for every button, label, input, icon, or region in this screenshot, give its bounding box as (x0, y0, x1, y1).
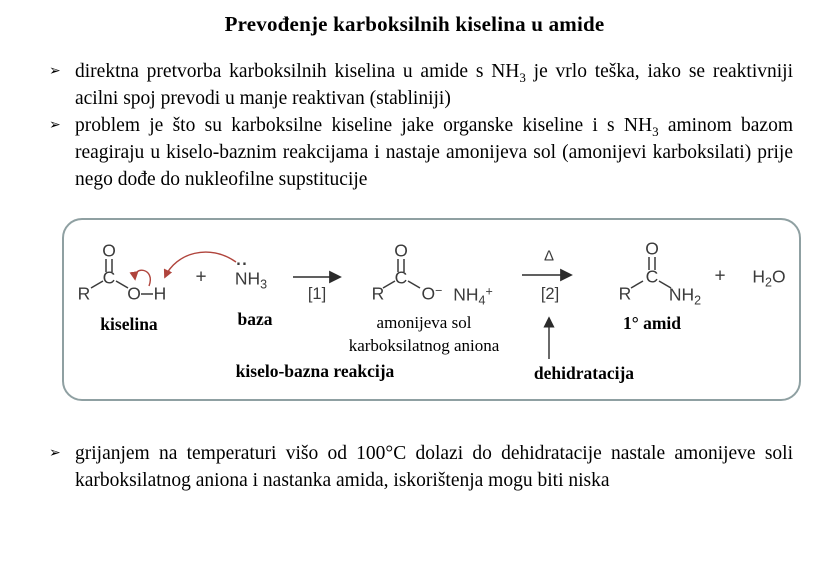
reaction-scheme (64, 220, 799, 399)
amide-label: 1° amid (622, 312, 682, 333)
bullet-marker: ➢ (49, 63, 61, 79)
page-title: Prevođenje karboksilnih kiselina u amide (224, 12, 605, 36)
acid-hydroxyl-hydrogen: H (153, 283, 167, 304)
base-label: baza (237, 308, 273, 329)
bullet-text: je vrlo teška, iako se reaktivniji acilni spoj prevodi u manje reaktivan (stabliniji) (75, 61, 793, 109)
bullet-item (48, 440, 793, 494)
amide-r-group: R (618, 283, 632, 304)
bullet-text-subscript: 3 (652, 123, 659, 139)
salt-label-line2: karboksilatnog aniona (348, 336, 500, 356)
bullet-text: problem je što su karboksilne kiseline jake organske kiseline i s NH (75, 115, 653, 136)
reaction-scheme-box (62, 218, 801, 401)
nh3-formula: $NH_3$ (234, 268, 268, 292)
ammonium-ion: $NH_4^+$ (453, 284, 493, 308)
bullet-item (48, 112, 793, 193)
step2-label: [2] (540, 284, 560, 303)
salt-label-line1: amonijeva sol (376, 313, 472, 333)
step1-label: [1] (307, 284, 327, 303)
dehydration-label: dehidratacija (533, 362, 635, 383)
bullet-text: grijanjem na temperaturi višo od 100°C dolazi do dehidratacije nastale amonijeve soli karboksilatnog aniona i nastanka amida, iskorištenja mogu biti niska (75, 443, 793, 491)
mechanism-arrows (135, 252, 236, 286)
bullet-item (48, 58, 793, 112)
plus-sign: + (195, 266, 207, 288)
acid-r-group: R (77, 283, 91, 304)
delta-heat-symbol: Δ (543, 247, 555, 265)
acid-bonds (91, 259, 153, 294)
acid-base-reaction-label: kiselo-bazna reakcija (235, 360, 395, 381)
acid-carbonyl-oxygen: O (102, 240, 116, 261)
bullet-list (48, 58, 793, 193)
acid-label: kiselina (100, 313, 158, 334)
bullet-text-subscript: 3 (519, 69, 526, 85)
amide-nh2-group: $NH_2$ (668, 284, 702, 308)
water-formula: $H_2O$ (752, 266, 786, 290)
bullet-marker: ➢ (49, 117, 61, 133)
plus-sign: + (714, 265, 726, 287)
amide-carbonyl-oxygen: O (645, 238, 659, 259)
salt-carboxylate-oxygen: O− (421, 283, 443, 304)
acid-carbon: C (102, 267, 116, 288)
bonds-and-arrows-graphic (64, 220, 799, 399)
bottom-bullet (48, 440, 793, 494)
bullet-text: aminom bazom reagiraju u kiselo-baznim reakcijama i nastaje amonijeva sol (amonijevi karboksilati) prije nego dođe do nukleofilne supstitucije (75, 115, 794, 190)
bullet-text: direktna pretvorba karboksilnih kiselina u amide s NH (75, 61, 520, 82)
amide-carbon: C (645, 266, 659, 287)
salt-r-group: R (371, 283, 385, 304)
bullet-marker: ➢ (49, 445, 61, 461)
nh3-lone-pair-dots: ·· (236, 257, 248, 273)
acid-hydroxyl-oxygen: O (127, 283, 141, 304)
salt-carbonyl-oxygen: O (394, 240, 408, 261)
salt-carbon: C (394, 267, 408, 288)
